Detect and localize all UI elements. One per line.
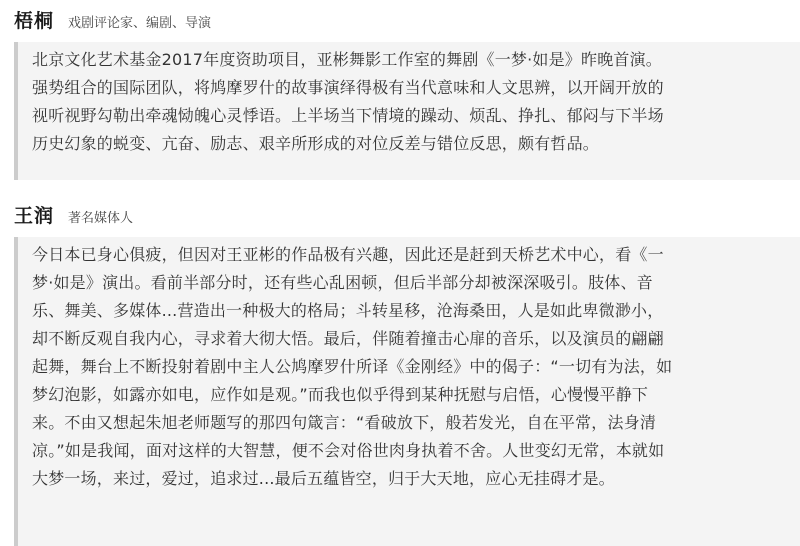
review-quote-block: [14, 42, 800, 180]
review-quote-text: 北京文化艺术基金2017年度资助项目，亚彬舞影工作室的舞剧《一梦·如是》昨晚首演。 强势组合的国际团队，将鸠摩罗什的故事演绎得极有当代意味和人文思辨，以开阔开放的 视听视野勾勒出牵魂恸魄心灵悸语。上半场当下情境的躁动、烦乱、挣扎、郁闷与下半场 历史幻象的蜕变、亢奋、励志、艰辛所形成的对位反差与错位反思，颇有哲品。: [32, 50, 664, 153]
reviewer-name: 梧桐: [14, 10, 55, 32]
reviewer-header: [14, 201, 133, 228]
reviewer-header: [14, 6, 211, 33]
reviewer-role: 戏剧评论家、编剧、导演: [68, 16, 212, 31]
reviewer-name: 王润: [14, 205, 55, 227]
reviewer-role: 著名媒体人: [68, 211, 134, 226]
review-quote-block: [14, 237, 800, 546]
review-quote-text: 今日本已身心俱疲，但因对王亚彬的作品极有兴趣，因此还是赶到天桥艺术中心，看《一 梦·如是》演出。看前半部分时，还有些心乱困顿，但后半部分却被深深吸引。肢体、音 乐、舞美、多媒体...营造出一种极大的格局；斗转星移，沧海桑田，人是如此卑微渺小， 却不断反观自我内心，寻求着大彻大悟。最后，伴随着撞击心扉的音乐，以及演员的翩翩 起舞，舞台上不断投射着剧中主人公鸠摩罗什所译《金刚经》中的偈子：“一切有为法，如 梦幻泡影，如露亦如电，应作如是观。”而我也似乎得到某种抚慰与启悟，心慢慢平静下 来。不由又想起朱旭老师题写的那四句箴言：“看破放下，般若发光，自在平常，法身清 凉。”如是我闻，面对这样的大智慧，便不会对俗世肉身执着不舍。人世变幻无常，本就如 大梦一场，来过，爱过，追求过...最后五蕴皆空，归于大天地，应心无挂碍才是。: [32, 245, 673, 488]
